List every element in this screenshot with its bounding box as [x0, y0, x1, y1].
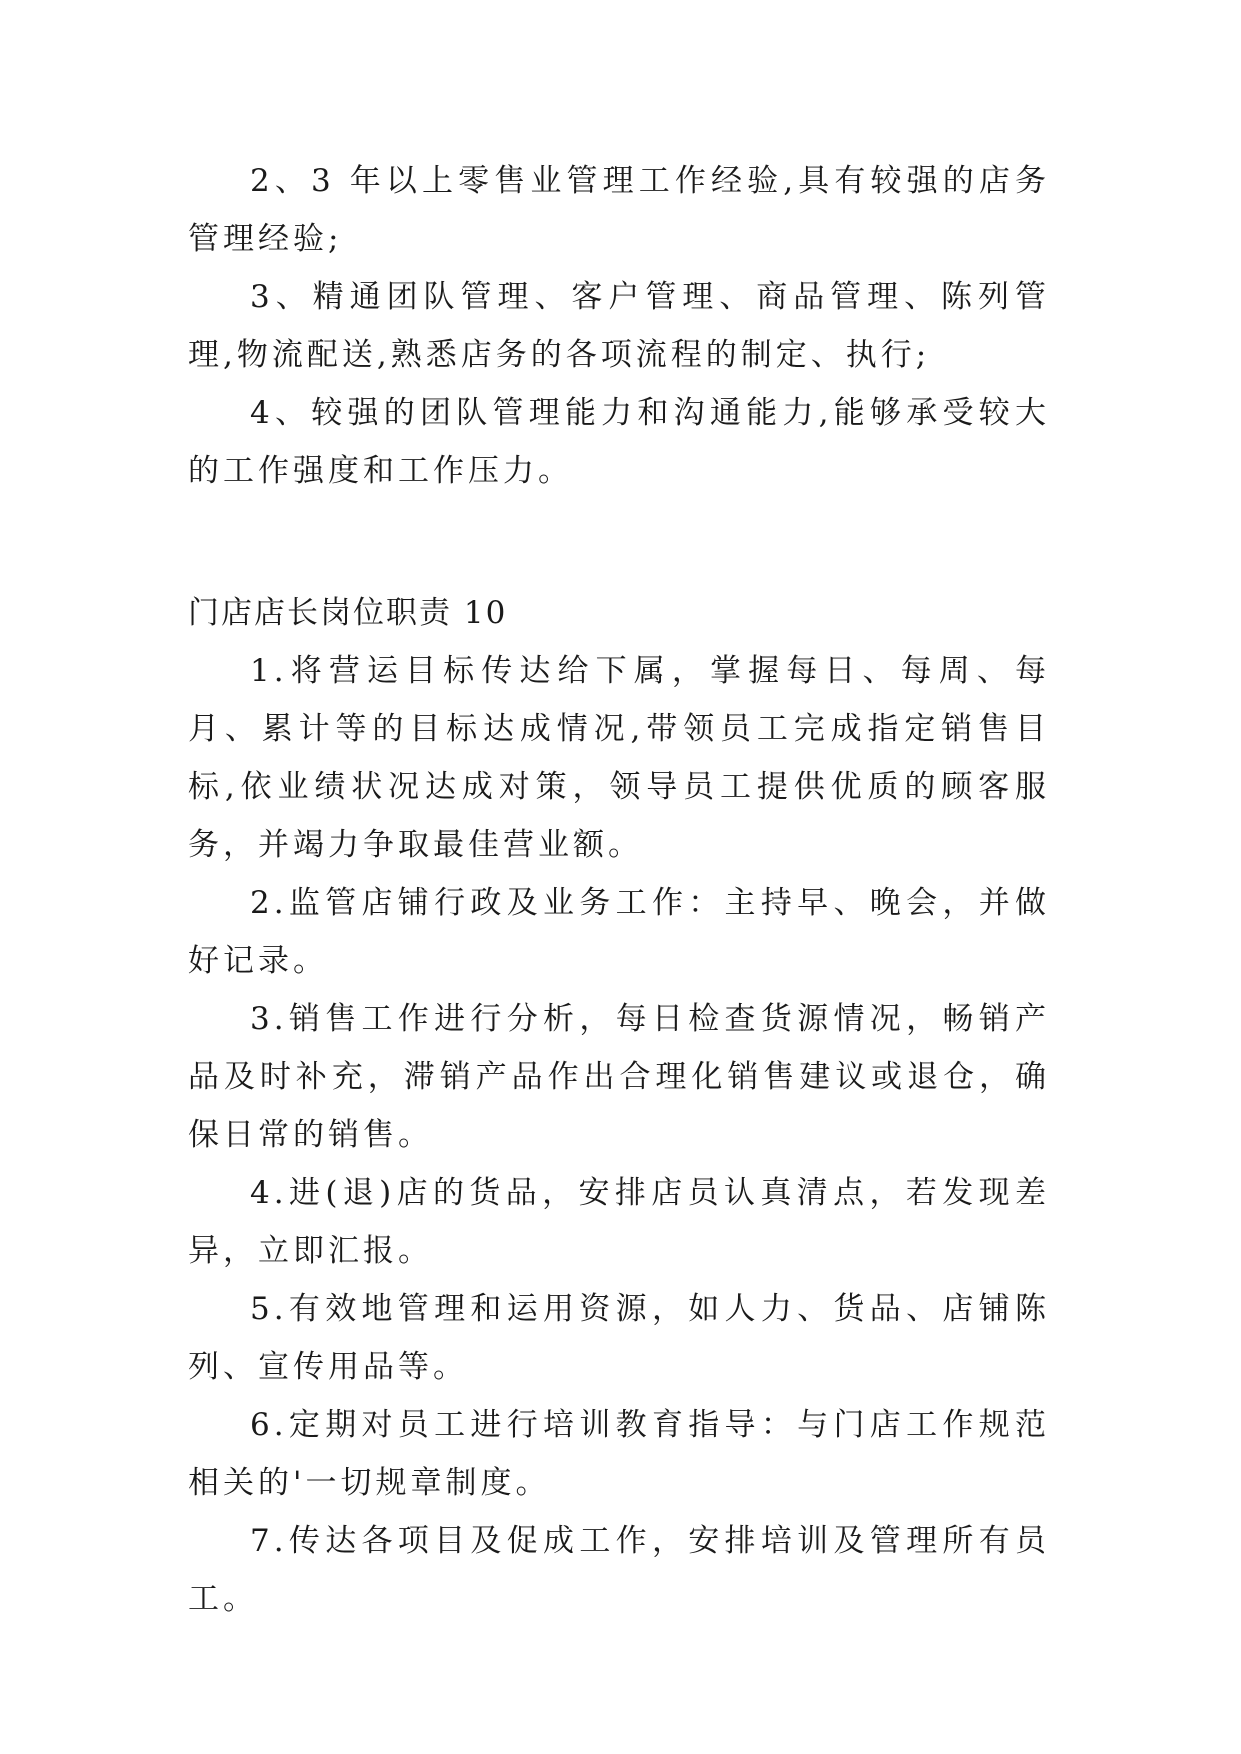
requirement-paragraph-2: 2、3 年以上零售业管理工作经验,具有较强的店务管理经验; [188, 163, 1050, 257]
section-gap [188, 500, 1050, 584]
requirement-paragraph-3: 3、精通团队管理、客户管理、商品管理、陈列管理,物流配送,熟悉店务的各项流程的制定、执行; [188, 279, 1050, 373]
duty-paragraph-7: 7.传达各项目及促成工作，安排培训及管理所有员工。 [188, 1523, 1050, 1617]
duty-paragraph-4: 4.进(退)店的货品，安排店员认真清点，若发现差异，立即汇报。 [188, 1175, 1050, 1269]
duty-paragraph-6: 6.定期对员工进行培训教育指导：与门店工作规范相关的'一切规章制度。 [188, 1407, 1050, 1501]
duty-paragraph-2: 2.监管店铺行政及业务工作：主持早、晚会，并做好记录。 [188, 885, 1050, 979]
duty-paragraph-1: 1.将营运目标传达给下属，掌握每日、每周、每月、累计等的目标达成情况,带领员工完成指定销售目标,依业绩状况达成对策，领导员工提供优质的顾客服务，并竭力争取最佳营业额。 [188, 653, 1050, 863]
section-title: 门店店长岗位职责 10 [188, 595, 508, 631]
duty-paragraph-3: 3.销售工作进行分析，每日检查货源情况，畅销产品及时补充，滞销产品作出合理化销售建议或退仓，确保日常的销售。 [188, 1001, 1050, 1153]
document-body [188, 152, 1050, 1628]
requirement-paragraph-4: 4、较强的团队管理能力和沟通能力,能够承受较大的工作强度和工作压力。 [188, 395, 1050, 489]
duty-paragraph-5: 5.有效地管理和运用资源，如人力、货品、店铺陈列、宣传用品等。 [188, 1291, 1050, 1385]
